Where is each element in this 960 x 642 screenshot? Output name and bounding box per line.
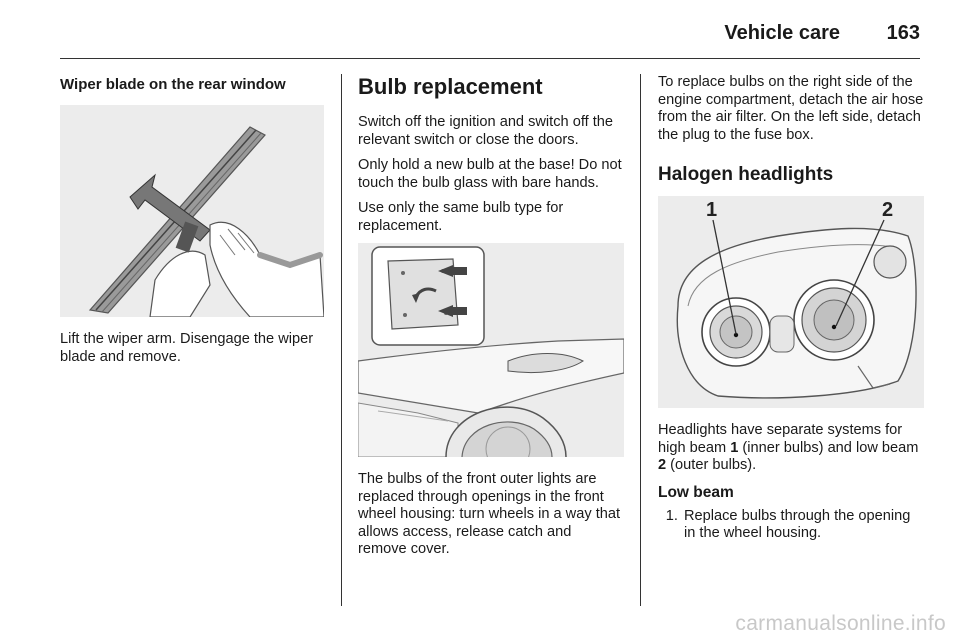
- column-divider-1: [341, 74, 342, 606]
- column-bulb: [358, 74, 624, 567]
- watermark: carmanualsonline.info: [735, 612, 946, 635]
- column-divider-2: [640, 74, 641, 606]
- section-title: Vehicle care: [724, 22, 840, 44]
- headlight-systems-description: [658, 422, 924, 475]
- bulb-paragraph-4: The bulbs of the front outer lights are replaced through openings in the front wheel housing: turn wheels in a way that allows access, release catch and remove cover.: [358, 471, 621, 557]
- wheel-housing-illustration: [358, 243, 624, 457]
- bulb-paragraph-3: Use only the same bulb type for replacement.: [358, 200, 564, 234]
- desc-number-2: 2: [658, 457, 667, 473]
- column-wiper: [60, 74, 324, 374]
- bulb-paragraph-1: Switch off the ignition and switch off the relevant switch or close the doors.: [358, 114, 614, 148]
- halogen-heading: Halogen headlights: [658, 164, 834, 185]
- wiper-instructions: Lift the wiper arm. Disengage the wiper blade and remove.: [60, 331, 314, 365]
- low-beam-steps: [658, 508, 924, 543]
- wiper-heading: Wiper blade on the rear window: [60, 76, 286, 93]
- bulb-paragraph-2: Only hold a new bulb at the base! Do not touch the bulb glass with bare hands.: [358, 157, 622, 191]
- low-beam-step-1: 1. Replace bulbs through the opening in the wheel housing.: [682, 508, 924, 543]
- desc-number-1: 1: [730, 439, 739, 456]
- column-headlights: [658, 74, 924, 543]
- page-number: 163: [886, 22, 920, 44]
- header-rule: [60, 58, 920, 59]
- page-header: [60, 14, 920, 58]
- callout-label-2: 2: [882, 199, 894, 221]
- bulb-heading: Bulb replacement: [358, 74, 543, 99]
- headlight-illustration: [658, 196, 924, 408]
- desc-text-1: Headlights have separate systems for high beam: [658, 422, 903, 456]
- low-beam-heading: Low beam: [658, 483, 734, 501]
- engine-compartment-note: To replace bulbs on the right side of the engine compartment, detach the air hose from the air filter. On the left side, detach the plug to the fuse box.: [658, 74, 924, 143]
- desc-text-2: (inner bulbs) and low beam: [738, 439, 919, 456]
- callout-label-1: 1: [706, 199, 718, 221]
- wiper-illustration: [60, 105, 324, 317]
- desc-text-3: (outer bulbs).: [666, 457, 757, 473]
